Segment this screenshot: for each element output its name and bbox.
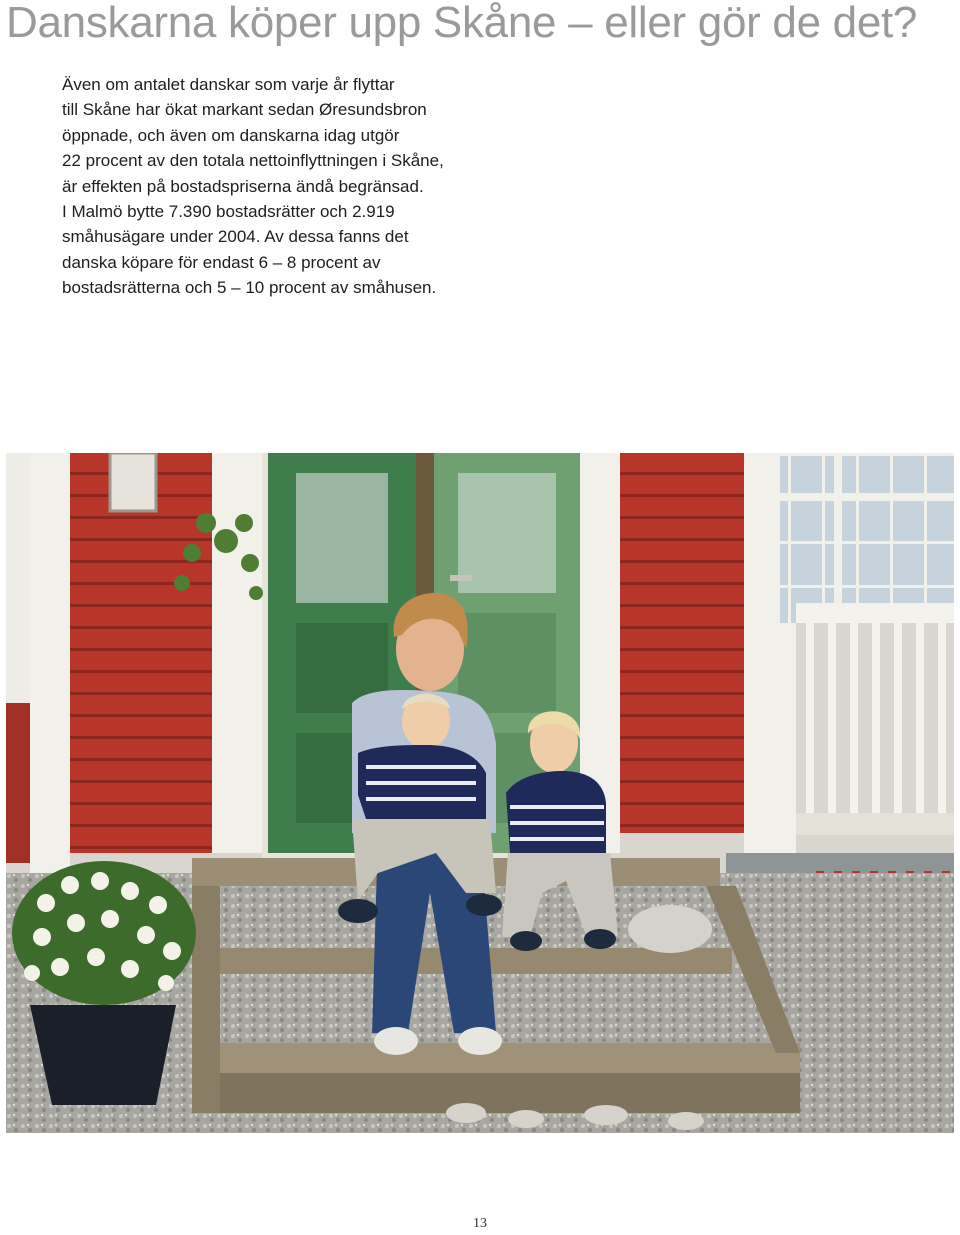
body-line: Även om antalet danskar som varje år flyttar bbox=[62, 75, 395, 94]
body-line: är effekten på bostadspriserna ändå begränsad. bbox=[62, 176, 424, 196]
body-line: 22 procent av den totala nettoinflyttningen i Skåne, bbox=[62, 151, 444, 171]
body-line: öppnade, och även om danskarna idag utgör bbox=[62, 125, 400, 145]
family-photo bbox=[6, 453, 954, 1133]
body-line: danska köpare för endast 6 – 8 procent av bbox=[62, 252, 381, 272]
body-line: till Skåne har ökat markant sedan Øresundsbron bbox=[62, 100, 427, 120]
body-line: bostadsrätterna och 5 – 10 procent av småhusen. bbox=[62, 278, 437, 298]
page-headline: Danskarna köper upp Skåne – eller gör de det? bbox=[6, 0, 918, 47]
body-line: I Malmö bytte 7.390 bostadsrätter och 2.919 bbox=[62, 202, 395, 222]
page-number: 13 bbox=[473, 1216, 487, 1231]
body-line: småhusägare under 2004. Av dessa fanns det bbox=[62, 227, 409, 247]
body-paragraph bbox=[62, 72, 502, 301]
